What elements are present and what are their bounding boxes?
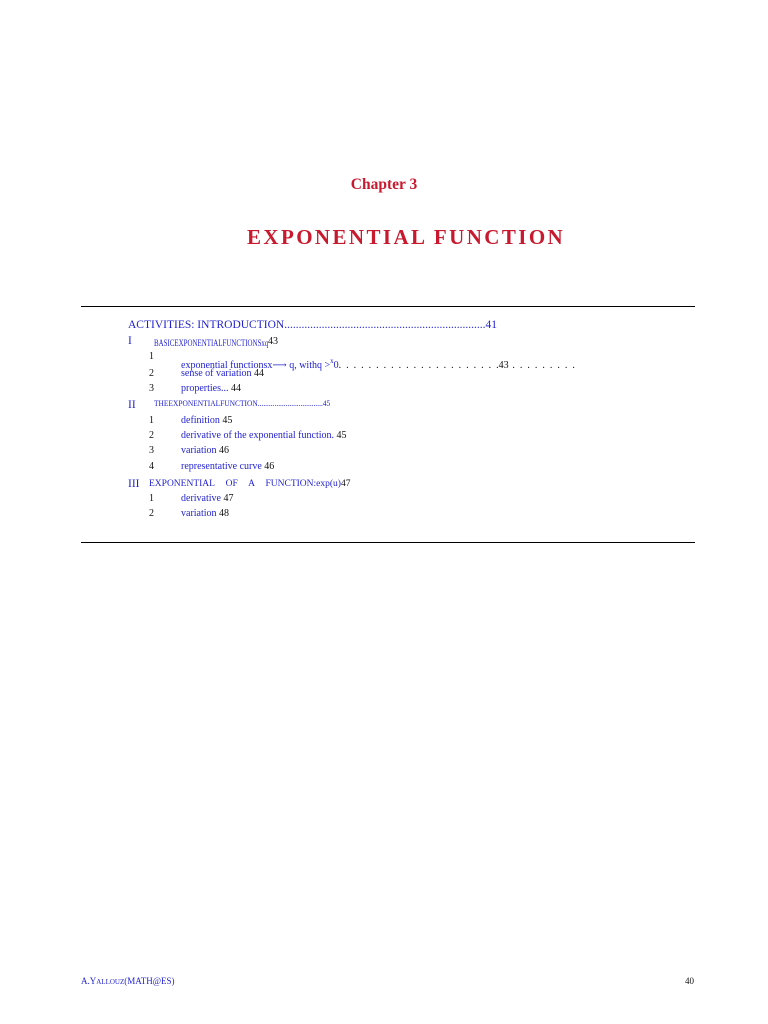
toc-entry-section-1[interactable] bbox=[154, 337, 303, 350]
toc-entry-derivative-of-exponential[interactable] bbox=[181, 430, 347, 442]
section-numeral: II bbox=[128, 399, 136, 411]
toc-page-number: 45 bbox=[222, 415, 233, 426]
toc-leader: . . . . . . . . . . . . . . . . . . . . . bbox=[338, 360, 497, 371]
footer-author[interactable] bbox=[81, 975, 175, 988]
author-tag: (MATH@ES) bbox=[124, 976, 175, 986]
toc-entry-label: definition bbox=[181, 415, 220, 426]
toc-page-number: 44 bbox=[231, 383, 241, 394]
toc-entry-section-3[interactable] bbox=[149, 478, 350, 490]
toc-entry-label: BASICEXPONENTIALFUNCTIONSxq bbox=[154, 338, 269, 348]
subsection-number: 2 bbox=[149, 430, 154, 441]
toc-entry-sense-of-variation[interactable] bbox=[181, 368, 264, 380]
toc-leader: ...................................................................... bbox=[284, 319, 486, 331]
toc-bottom-rule bbox=[81, 542, 695, 543]
toc-trailing-leader: . . . . . . . . . bbox=[508, 360, 577, 371]
exponent-superscript: x bbox=[330, 357, 334, 365]
toc-entry-derivative[interactable] bbox=[181, 493, 233, 505]
subsection-number: 1 bbox=[149, 415, 154, 426]
toc-entry-label-tail: 0 bbox=[333, 360, 339, 371]
subsection-number: 1 bbox=[149, 351, 154, 362]
section-numeral: III bbox=[128, 478, 140, 490]
subsection-number: 3 bbox=[149, 445, 154, 456]
toc-entry-label: derivative of the exponential function. bbox=[181, 430, 335, 441]
toc-entry-properties[interactable] bbox=[181, 383, 241, 395]
subsection-number: 2 bbox=[149, 368, 154, 379]
toc-entry-label: ACTIVITIES: INTRODUCTION bbox=[128, 319, 285, 331]
toc-entry-label: exponential functionsx⟶ q, withq > bbox=[181, 360, 331, 371]
subsection-number: 4 bbox=[149, 461, 154, 472]
toc-leader: ................................... bbox=[257, 399, 323, 408]
toc-entry-definition[interactable] bbox=[181, 415, 232, 427]
subsection-number: 2 bbox=[149, 508, 154, 519]
toc-page-number: 47 bbox=[223, 493, 234, 504]
subsection-number: 3 bbox=[149, 383, 154, 394]
toc-page-number: 45 bbox=[336, 430, 347, 441]
toc-entry-label: EXPONENTIAL OF A FUNCTION:exp(u) bbox=[149, 479, 341, 489]
author-surname: ALLOUZ bbox=[96, 978, 125, 986]
toc-page-number: 46 bbox=[264, 461, 275, 472]
toc-page-number: 41 bbox=[485, 319, 497, 331]
toc-entry-activities-introduction[interactable] bbox=[128, 318, 497, 332]
toc-entry-section-2[interactable] bbox=[154, 399, 330, 409]
toc-page-number: .43 bbox=[496, 360, 509, 371]
toc-entry-label: derivative bbox=[181, 493, 221, 504]
page-number: 40 bbox=[685, 976, 694, 986]
toc-entry-label: sense of variation bbox=[181, 368, 252, 379]
toc-entry-label: variation bbox=[181, 508, 217, 519]
chapter-title: EXPONENTIAL FUNCTION bbox=[247, 225, 566, 249]
toc-page-number: 48 bbox=[219, 508, 230, 519]
toc-entry-variation[interactable] bbox=[181, 445, 229, 457]
toc-page-number: 46 bbox=[219, 445, 230, 456]
toc-entry-representative-curve[interactable] bbox=[181, 461, 274, 473]
toc-page-number: 45 bbox=[322, 399, 331, 408]
toc-entry-variation-2[interactable] bbox=[181, 508, 229, 520]
section-numeral: I bbox=[128, 335, 132, 347]
author-initial: A.Y bbox=[81, 976, 97, 986]
subsection-number: 1 bbox=[149, 493, 154, 504]
toc-entry-label: THEEXPONENTIALFUNCTION bbox=[154, 399, 258, 408]
toc-page-number: 43 bbox=[268, 336, 278, 347]
toc-entry-label: variation bbox=[181, 445, 217, 456]
toc-page-number: 47 bbox=[340, 479, 351, 489]
toc-top-rule bbox=[81, 306, 695, 307]
toc-entry-label: representative curve bbox=[181, 461, 262, 472]
chapter-number: Chapter 3 bbox=[350, 176, 418, 193]
toc-entry-label: properties... bbox=[181, 383, 229, 394]
toc-page-number: 44 bbox=[254, 368, 265, 379]
